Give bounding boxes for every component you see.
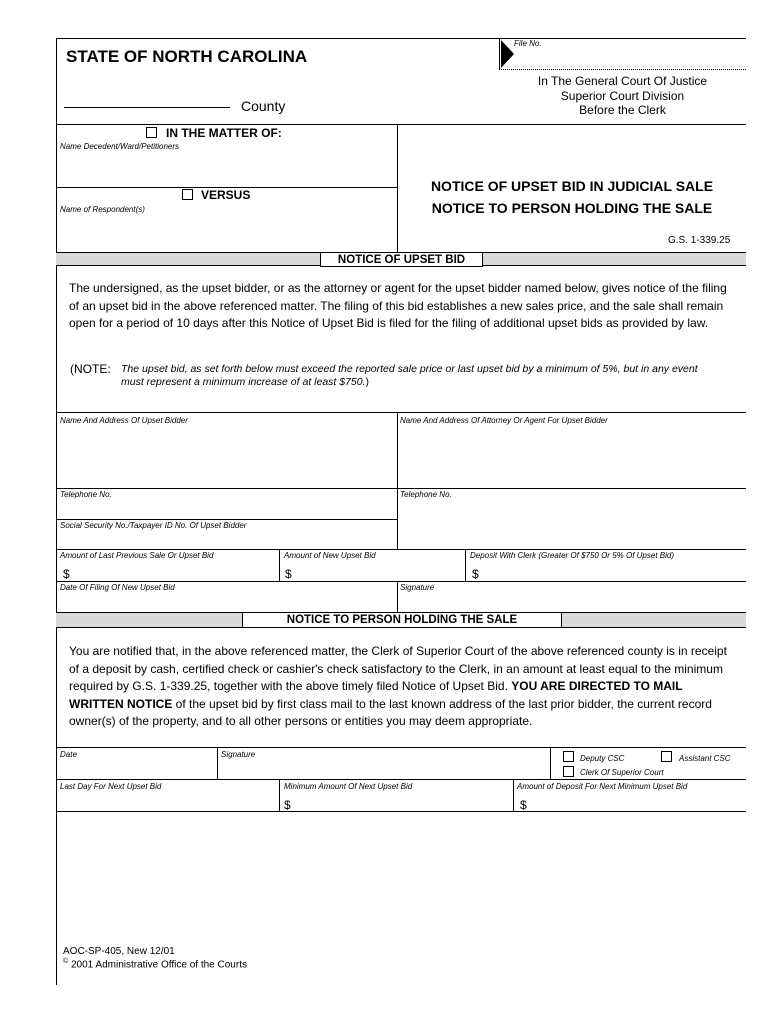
ssn-label: Social Security No./Taxpayer ID No. Of Upset Bidder <box>60 521 247 530</box>
county-field[interactable] <box>64 107 230 108</box>
deposit-next-field[interactable] <box>531 795 743 810</box>
assistant-csc-label: Assistant CSC <box>679 754 731 763</box>
court-line-2: Superior Court Division <box>560 88 685 103</box>
note-label: (NOTE: <box>70 362 111 376</box>
clerk-top-line <box>56 747 746 748</box>
file-no-divider <box>499 38 500 69</box>
attorney-telephone-label: Telephone No. <box>400 490 452 499</box>
holder-para-part1: You are notified that, in the above referenced matter, the Clerk of Superior Court of the above referenced county is in receipt of a deposit by cash, certified check or cashier's check satisfactory to the Clerk, in an amount at least equal to the minimum required by G.S. 1-339.25, together with the above timely filed Notice of Upset Bid. <box>69 644 727 693</box>
upset-bid-section-title: NOTICE OF UPSET BID <box>320 252 483 267</box>
title-line-2: NOTICE TO PERSON HOLDING THE SALE <box>431 200 713 216</box>
state-heading: STATE OF NORTH CAROLINA <box>66 47 308 66</box>
date-top-line <box>56 581 746 582</box>
amounts-top-line <box>56 549 746 550</box>
last-day-label: Last Day For Next Upset Bid <box>60 782 162 791</box>
attorney-name-field[interactable] <box>399 428 744 486</box>
form-number: AOC-SP-405, New 12/01 <box>63 946 175 957</box>
file-no-field[interactable] <box>515 52 745 68</box>
deposit-next-label: Amount of Deposit For Next Minimum Upset Bid <box>517 782 688 791</box>
clerk-divider-1 <box>217 747 218 779</box>
respondents-label: Name of Respondent(s) <box>60 205 145 214</box>
note-body: The upset bid, as set forth below must exceed the reported sale price or last upset bid by a minimum of 5%, but in any event must represent a minimum increase of at least $750. <box>121 363 698 388</box>
min-amount-dollar: $ <box>284 798 291 812</box>
attorney-name-label: Name And Address Of Attorney Or Agent For Upset Bidder <box>400 416 608 425</box>
new-bid-label: Amount of New Upset Bid <box>284 551 376 560</box>
petitioners-field[interactable] <box>58 152 395 186</box>
deposit-label: Deposit With Clerk (Greater Of $750 Or 5% Of Upset Bid) <box>470 551 674 560</box>
date-filing-field[interactable] <box>58 594 395 610</box>
copyright-symbol: © <box>63 958 69 965</box>
last-day-field[interactable] <box>58 793 277 809</box>
date-filing-label: Date Of Filing Of New Upset Bid <box>60 583 175 592</box>
last-sale-dollar: $ <box>63 567 70 581</box>
clerk-date-field[interactable] <box>58 760 215 777</box>
statute-ref: G.S. 1-339.25 <box>668 235 731 246</box>
next-bid-bottom-line <box>56 811 746 812</box>
deposit-next-dollar: $ <box>520 798 527 812</box>
court-line-1: In The General Court Of Justice <box>537 74 708 88</box>
versus-checkbox[interactable] <box>182 189 193 200</box>
next-bid-divider-1 <box>279 779 280 811</box>
note-close: ) <box>365 376 370 388</box>
left-border <box>56 38 57 985</box>
ssn-top-line <box>56 519 397 520</box>
min-amount-label: Minimum Amount Of Next Upset Bid <box>284 782 413 791</box>
file-no-arrow-icon <box>501 40 515 68</box>
parties-top-line <box>56 124 746 125</box>
title-line-1: NOTICE OF UPSET BID IN JUDICIAL SALE <box>430 178 714 194</box>
min-amount-field[interactable] <box>295 795 510 810</box>
holder-para-part2: of the upset bid by first class mail to the last known address of the last prior bidder, the current record owner(s) of the property, and to all other persons or entities you may deem appropriate. <box>69 696 712 728</box>
clerk-superior-checkbox[interactable] <box>563 766 574 777</box>
court-line-3: Before the Clerk <box>579 103 666 117</box>
assistant-csc-checkbox[interactable] <box>661 751 672 762</box>
note-text <box>121 363 721 389</box>
bidder-top-line <box>56 412 746 413</box>
attorney-telephone-field[interactable] <box>399 501 744 517</box>
last-sale-label: Amount of Last Previous Sale Or Upset Bid <box>60 551 214 560</box>
amounts-divider-1 <box>279 549 280 581</box>
bidder-name-label: Name And Address Of Upset Bidder <box>60 416 188 425</box>
deputy-csc-label: Deputy CSC <box>580 754 625 763</box>
deposit-dollar: $ <box>472 567 479 581</box>
holder-section-title: NOTICE TO PERSON HOLDING THE SALE <box>242 612 562 628</box>
respondents-field[interactable] <box>58 216 395 250</box>
amounts-divider-2 <box>465 549 466 581</box>
bidder-telephone-label: Telephone No. <box>60 490 112 499</box>
form-title <box>398 175 746 219</box>
clerk-superior-label: Clerk Of Superior Court <box>580 768 664 777</box>
bidder-divider <box>397 412 398 550</box>
clerk-divider-2 <box>550 747 551 779</box>
date-divider <box>397 581 398 612</box>
last-sale-field[interactable] <box>74 565 276 580</box>
bidder-signature-label: Signature <box>400 583 435 592</box>
bidder-telephone-field[interactable] <box>58 501 395 517</box>
clerk-signature-field[interactable] <box>219 760 548 777</box>
versus-label: VERSUS <box>201 188 251 202</box>
court-block <box>499 74 746 118</box>
deposit-field[interactable] <box>483 565 743 580</box>
next-bid-top-line <box>56 779 746 780</box>
top-border <box>56 38 746 39</box>
clerk-date-label: Date <box>60 750 77 759</box>
petitioners-label: Name Decedent/Ward/Petitioners <box>60 142 180 151</box>
file-no-underline <box>499 69 746 70</box>
ssn-field[interactable] <box>58 532 395 548</box>
deputy-csc-checkbox[interactable] <box>563 751 574 762</box>
copyright-text: 2001 Administrative Office of the Courts <box>70 959 247 971</box>
clerk-signature-label: Signature <box>221 750 256 759</box>
next-bid-divider-2 <box>513 779 514 811</box>
file-no-label: File No. <box>514 39 542 48</box>
copyright-line <box>63 958 247 970</box>
upset-bid-paragraph: The undersigned, as the upset bidder, or as the attorney or agent for the upset bidder named below, gives notice of the filing of an upset bid in the above referenced matter. The filing of this bid establishes a new sales price, and the sale shall remain open for a period of 10 days after this Notice of Upset Bid is filed for the filing of additional upset bids as provided by law. <box>69 281 727 330</box>
bidder-name-field[interactable] <box>58 428 395 486</box>
county-label: County <box>241 98 286 114</box>
holder-para-bold: YOU ARE DIRECTED TO MAIL WRITTEN NOTICE <box>69 679 683 711</box>
in-matter-checkbox[interactable] <box>146 127 157 138</box>
telephone-top-line <box>56 488 746 489</box>
holder-paragraph <box>69 643 733 731</box>
in-matter-label: IN THE MATTER OF: <box>166 126 282 140</box>
bidder-signature-field[interactable] <box>399 594 744 610</box>
new-bid-field[interactable] <box>296 565 462 580</box>
new-bid-dollar: $ <box>285 567 292 581</box>
